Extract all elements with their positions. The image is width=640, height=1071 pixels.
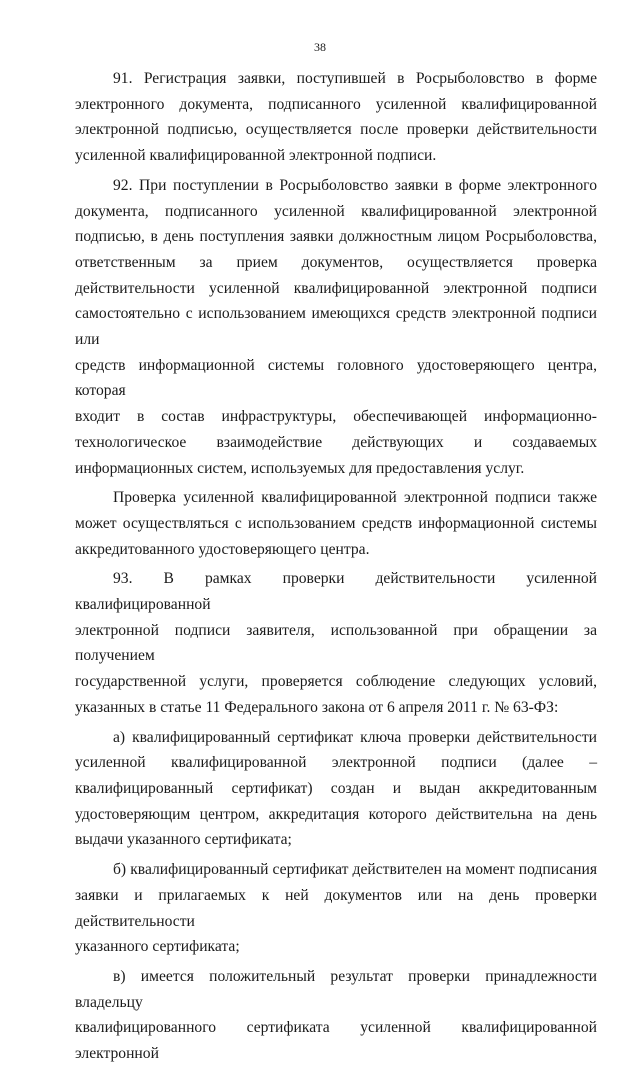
- text-line: в) имеется положительный результат проверки принадлежности владельцу: [75, 967, 597, 1011]
- text-line: а) квалифицированный сертификат ключа проверки действительности: [113, 728, 597, 746]
- text-line: 93. В рамках проверки действительности усиленной квалифицированной: [75, 570, 597, 614]
- paragraph-93-a: [75, 725, 597, 854]
- paragraph-91: [75, 66, 597, 169]
- text-line: входит в состав инфраструктуры, обеспечивающей информационно-: [75, 408, 597, 426]
- text-line: усиленной квалифицированной электронной подписи (далее –: [75, 754, 597, 772]
- text-line: б) квалифицированный сертификат действителен на момент подписания: [113, 861, 597, 879]
- text-line: самостоятельно с использованием имеющихся средств электронной подписи или: [75, 305, 597, 349]
- document-body: [75, 66, 597, 1071]
- page-number: 38: [314, 40, 326, 54]
- text-line: действительности усиленной квалифицированной электронной подписи: [75, 279, 597, 297]
- paragraph-93: [75, 566, 597, 720]
- text-line: электронной подписью, осуществляется после проверки действительности: [75, 121, 597, 139]
- text-line: усиленной квалифицированной электронной подписи.: [75, 147, 437, 165]
- text-line: средств информационной системы головного удостоверяющего центра, которая: [75, 356, 597, 400]
- text-line: 92. При поступлении в Росрыболовство заявки в форме электронного: [113, 176, 597, 194]
- text-line: подписью, в день поступления заявки должностным лицом Росрыболовства,: [75, 228, 597, 246]
- text-line: удостоверяющим центром, аккредитация которого действительна на день: [75, 805, 597, 823]
- text-line: государственной услуги, проверяется соблюдение следующих условий,: [75, 673, 597, 691]
- text-line: информационных систем, используемых для предоставления услуг.: [75, 459, 525, 477]
- text-line: указанных в статье 11 Федерального закона от 6 апреля 2011 г. № 63-ФЗ:: [75, 698, 559, 716]
- text-line: технологическое взаимодействие действующих и создаваемых: [75, 433, 597, 451]
- text-line: квалифицированный сертификат) создан и выдан аккредитованным: [75, 779, 597, 797]
- paragraph-92-verification: [75, 485, 597, 562]
- text-line: документа, подписанного усиленной квалифицированной электронной: [75, 202, 597, 220]
- text-line: 91. Регистрация заявки, поступившей в Росрыболовство в форме: [113, 70, 597, 87]
- text-line: может осуществляться с использованием средств информационной системы: [75, 514, 597, 532]
- paragraph-93-b: [75, 857, 597, 960]
- text-line: выдачи указанного сертификата;: [75, 831, 292, 849]
- text-line: Проверка усиленной квалифицированной электронной подписи также: [113, 489, 597, 507]
- text-line: электронной подписи заявителя, использованной при обращении за получением: [75, 621, 597, 665]
- text-line: электронного документа, подписанного усиленной квалифицированной: [75, 95, 597, 113]
- text-line: заявки и прилагаемых к ней документов или на день проверки действительности: [75, 886, 597, 930]
- paragraph-92: [75, 173, 597, 481]
- text-line: квалифицированного сертификата усиленной квалифицированной электронной: [75, 1019, 597, 1063]
- text-line: аккредитованного удостоверяющего центра.: [75, 540, 370, 558]
- text-line: ответственным за прием документов, осуществляется проверка: [75, 253, 597, 271]
- text-line: указанного сертификата;: [75, 938, 240, 956]
- paragraph-93-c: [75, 964, 597, 1067]
